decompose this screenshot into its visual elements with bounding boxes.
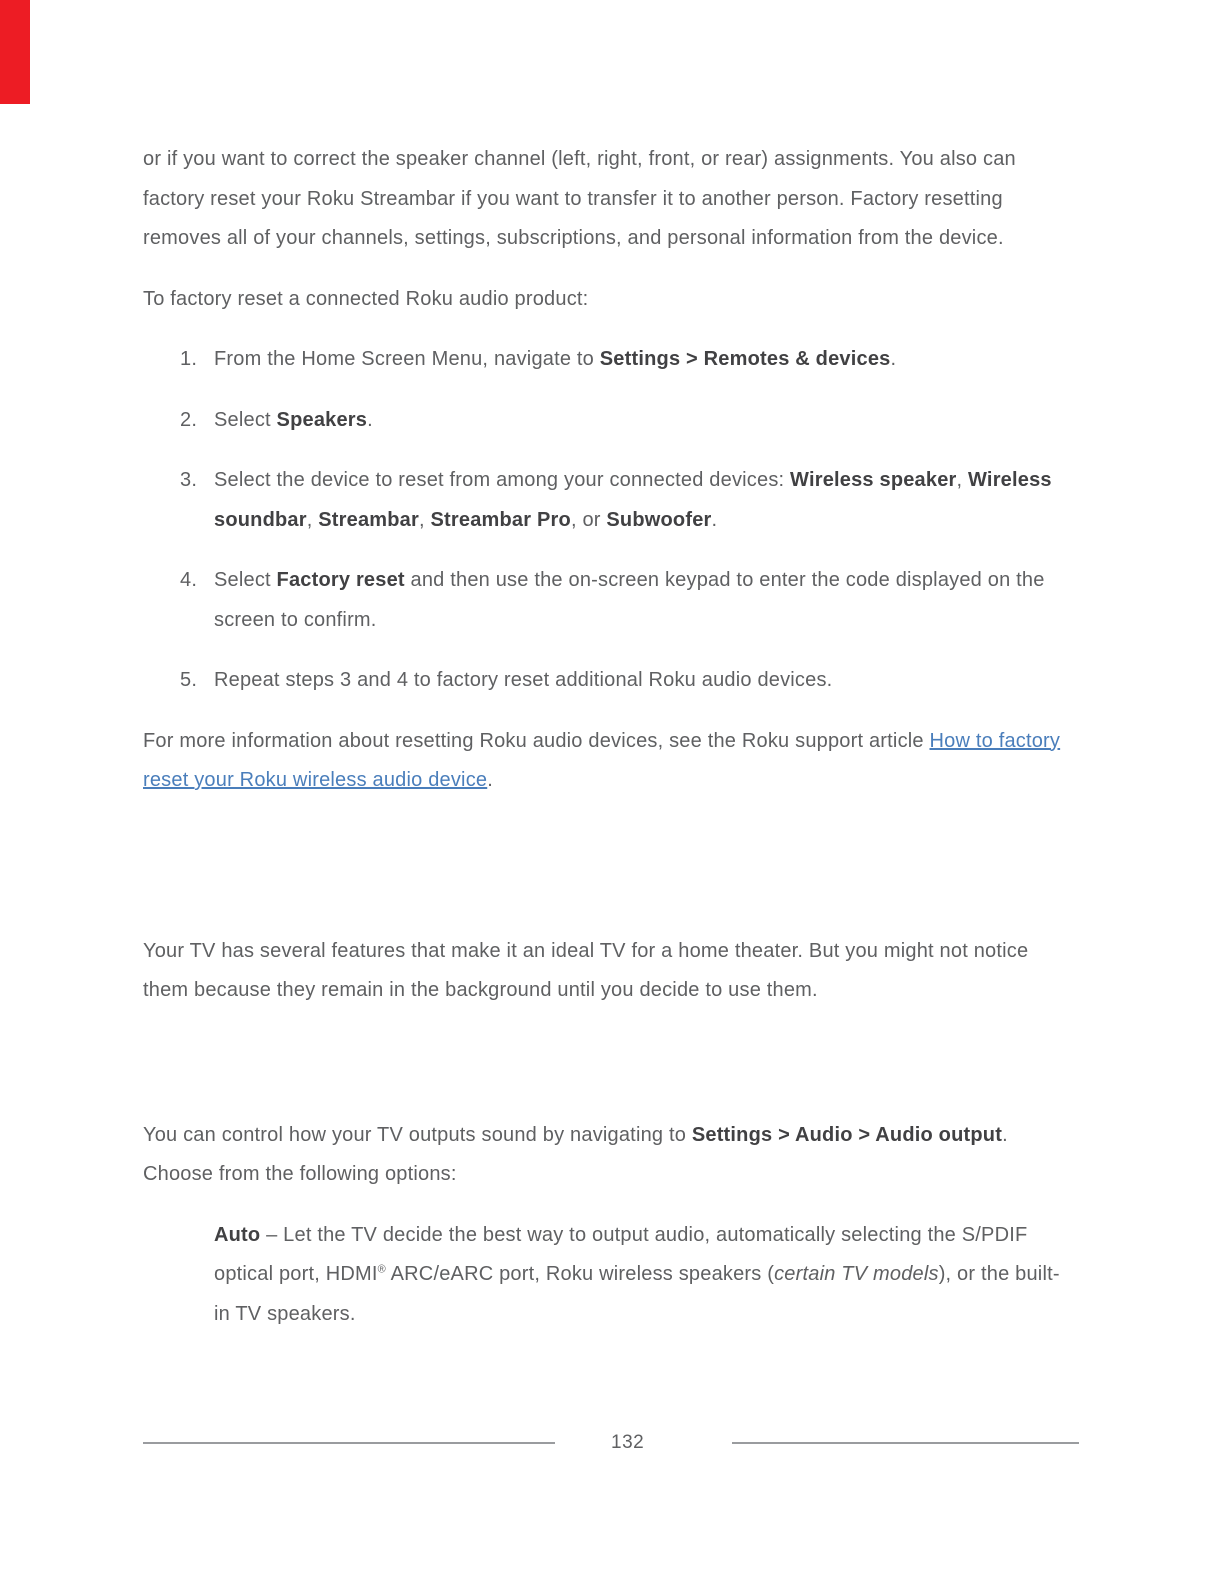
paragraph-home-theater xyxy=(143,932,1075,1011)
text-run: Settings > Remotes & devices xyxy=(599,348,891,370)
text-run: Wireless soundbar xyxy=(214,469,1052,531)
text-run: Select xyxy=(214,569,277,591)
text-run: , xyxy=(418,508,431,531)
list-item xyxy=(180,561,1075,640)
page-content xyxy=(143,140,1075,1355)
text-run: Speakers xyxy=(276,408,368,431)
paragraph-audio-output xyxy=(143,1116,1075,1195)
text-run: . xyxy=(890,348,897,370)
text-run: . Choose from the following options: xyxy=(143,1123,1008,1185)
text-run: Select the device to reset from among your connected devices: xyxy=(214,469,791,491)
text-run: Factory reset xyxy=(276,569,405,591)
text-run: Select xyxy=(214,408,277,431)
paragraph-lead xyxy=(143,280,1075,320)
list-item xyxy=(180,401,1075,441)
text-run: or if you want to correct the speaker channel (left, right, front, or rear) assignments. You also can factory reset your Roku Streambar if you want to transfer it to another person. Factory resetting removes all of your channels, settings, subscriptions, and personal information from the device. xyxy=(143,148,1016,249)
text-run: Streambar Pro xyxy=(430,508,571,531)
text-run: For more information about resetting Roku audio devices, see the Roku support article xyxy=(143,729,930,752)
text-run: From the Home Screen Menu, navigate to xyxy=(214,348,600,370)
text-run: ), or the built-in TV speakers. xyxy=(214,1263,1060,1325)
text-run: , or xyxy=(570,508,607,531)
text-run: and then use the on-screen keypad to enter the code displayed on the screen to confirm. xyxy=(214,569,1045,631)
footer xyxy=(143,1432,1079,1454)
list-number: 4. xyxy=(180,569,198,591)
paragraph-intro xyxy=(143,140,1075,259)
text-run: , xyxy=(956,469,969,491)
text-run: Streambar xyxy=(318,508,419,531)
footer-rule-right xyxy=(732,1442,1079,1444)
section-spacer xyxy=(143,822,1075,932)
text-run: . xyxy=(367,408,373,431)
list-item-text xyxy=(214,461,1075,540)
text-run: Repeat steps 3 and 4 to factory reset additional Roku audio devices. xyxy=(214,669,833,691)
text-run: You can control how your TV outputs sound by navigating to xyxy=(143,1123,692,1146)
list-item xyxy=(180,340,1075,380)
support-article-link[interactable]: How to factory reset your Roku wireless audio device xyxy=(143,729,1061,791)
accent-bar xyxy=(0,0,30,104)
list-item-text xyxy=(214,340,1075,380)
text-run: . xyxy=(487,769,493,791)
footer-rule-left xyxy=(143,1442,555,1444)
ordered-list xyxy=(180,340,1075,701)
text-run: Auto xyxy=(214,1223,261,1246)
list-item-text xyxy=(214,561,1075,640)
text-run: Settings > Audio > Audio output xyxy=(691,1123,1003,1146)
text-run: Your TV has several features that make it an ideal TV for a home theater. But you might not notice them because they remain in the background until you decide to use them. xyxy=(143,939,1029,1001)
text-run: – Let the TV decide the best way to output audio, automatically selecting the S/PDIF optical port, HDMI xyxy=(214,1223,1028,1285)
text-run: ARC/eARC port, Roku wireless speakers ( xyxy=(385,1263,775,1285)
list-number: 1. xyxy=(180,348,198,370)
text-run: To factory reset a connected Roku audio product: xyxy=(143,287,589,310)
list-item xyxy=(180,661,1075,701)
list-number: 3. xyxy=(180,469,198,491)
page-number: 132 xyxy=(611,1432,645,1453)
text-run: certain TV models xyxy=(774,1263,939,1285)
list-item xyxy=(180,461,1075,540)
text-run: ® xyxy=(377,1263,386,1276)
list-item-text xyxy=(214,401,1075,441)
paragraph-auto-option xyxy=(214,1216,1075,1335)
text-run: Subwoofer xyxy=(606,508,712,531)
text-run: Wireless speaker xyxy=(790,469,957,491)
list-number: 5. xyxy=(180,669,198,691)
list-number: 2. xyxy=(180,408,198,431)
paragraph-more-info xyxy=(143,722,1075,801)
text-run: . xyxy=(711,508,718,531)
text-run: , xyxy=(306,508,319,531)
section-spacer xyxy=(143,1032,1075,1116)
list-item-text xyxy=(214,661,1075,701)
